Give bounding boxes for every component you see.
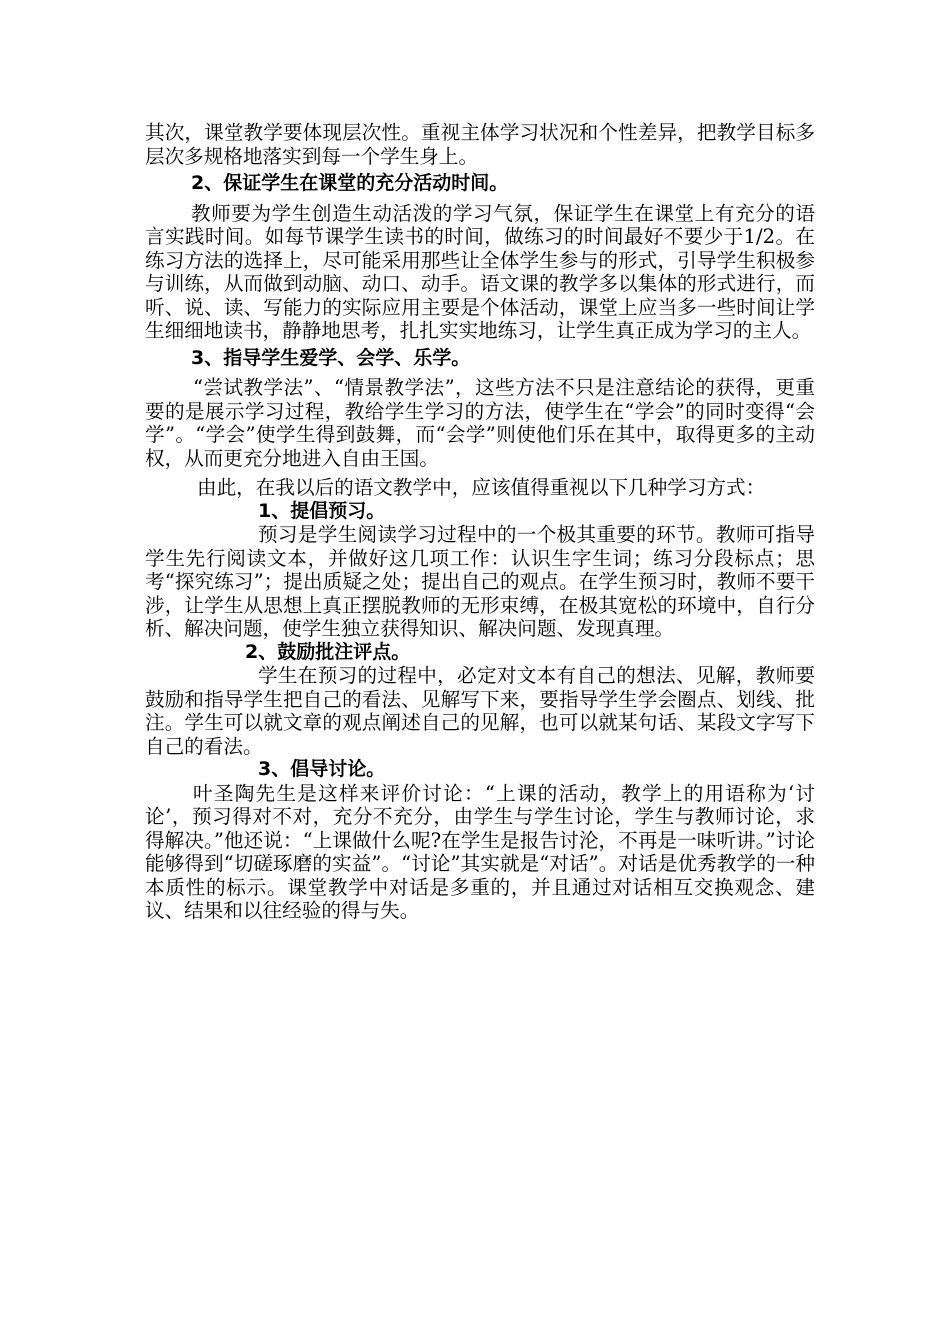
paragraph-learning-modes-intro: 由此，在我以后的语文教学中，应该值得重视以下几种学习方式：	[197, 476, 766, 499]
heading-annotation: 2、鼓励批注评点。	[245, 640, 411, 663]
paragraph-discussion: 叶圣陶先生是这样来评价讨论：“上课的活动，教学上的用语称为‘讨论’，预习得对不对，充分不充分，由学生与学生讨论，学生与教师讨论，求得解决。”他还说：“上课做什么呢?在学生是报告讨沦，不再是一味听讲。”讨论能够得到“切磋琢磨的实益”。“讨论”其实就是“对话”。对话是优秀教学的一种本质性的标示。课堂教学中对话是多重的，并且通过对话相互交换观念、建议、结果和以往经验的得与失。	[145, 781, 815, 922]
paragraph-hierarchy: 其次，课堂教学要体现层次性。重视主体学习状况和个性差异，把教学目标多层次多规格地落实到每一个学生身上。	[145, 121, 815, 168]
paragraph-annotation: 学生在预习的过程中，必定对文本有自己的想法、见解，教师要鼓励和指导学生把自己的看法、见解写下来，要指导学生学会圈点、划线、批注。学生可以就文章的观点阐述自己的见解，也可以就某句话、某段文字写下自己的看法。	[145, 664, 815, 758]
paragraph-activity-time: 教师要为学生创造生动活泼的学习气氛，保证学生在课堂上有充分的语言实践时间。如每节课学生读书的时间，做练习的时间最好不要少于1/2。在练习方法的选择上，尽可能采用那些让全体学生参与的形式，引导学生积极参与训练，从而做到动脑、动口、动手。语文课的教学多以集体的形式进行，而听、说、读、写能力的实际应用主要是个体活动，课堂上应当多一些时间让学生细细地读书，静静地思考，扎扎实实地练习，让学生真正成为学习的主人。	[145, 201, 815, 342]
heading-activity-time: 2、保证学生在课堂的充分活动时间。	[191, 172, 509, 194]
heading-guide-learning: 3、指导学生爱学、会学、乐学。	[191, 346, 471, 369]
paragraph-teaching-methods: “尝试教学法”、“情景教学法”，这些方法不只是注意结论的获得，更重要的是展示学习过程，教给学生学习的方法，使学生在“学会”的同时变得“会学”。“学会”使学生得到鼓舞，而“会学”则使他们乐在其中，取得更多的主动权，从而更充分地进入自由王国。	[145, 376, 815, 470]
paragraph-preview: 预习是学生阅读学习过程中的一个极其重要的环节。教师可指导学生先行阅读文本，并做好这几项工作：认识生字生词；练习分段标点；思考“探究练习”；提出质疑之处；提出自己的观点。在学生预习时，教师不要干涉，让学生从思想上真正摆脱教师的无形束缚，在极其宽松的环境中，自行分析、解决问题，使学生独立获得知识、解决问题、发现真理。	[145, 523, 815, 640]
heading-preview: 1、提倡预习。	[258, 499, 386, 522]
document-page	[145, 121, 815, 923]
heading-discussion: 3、倡导讨论。	[258, 758, 386, 780]
